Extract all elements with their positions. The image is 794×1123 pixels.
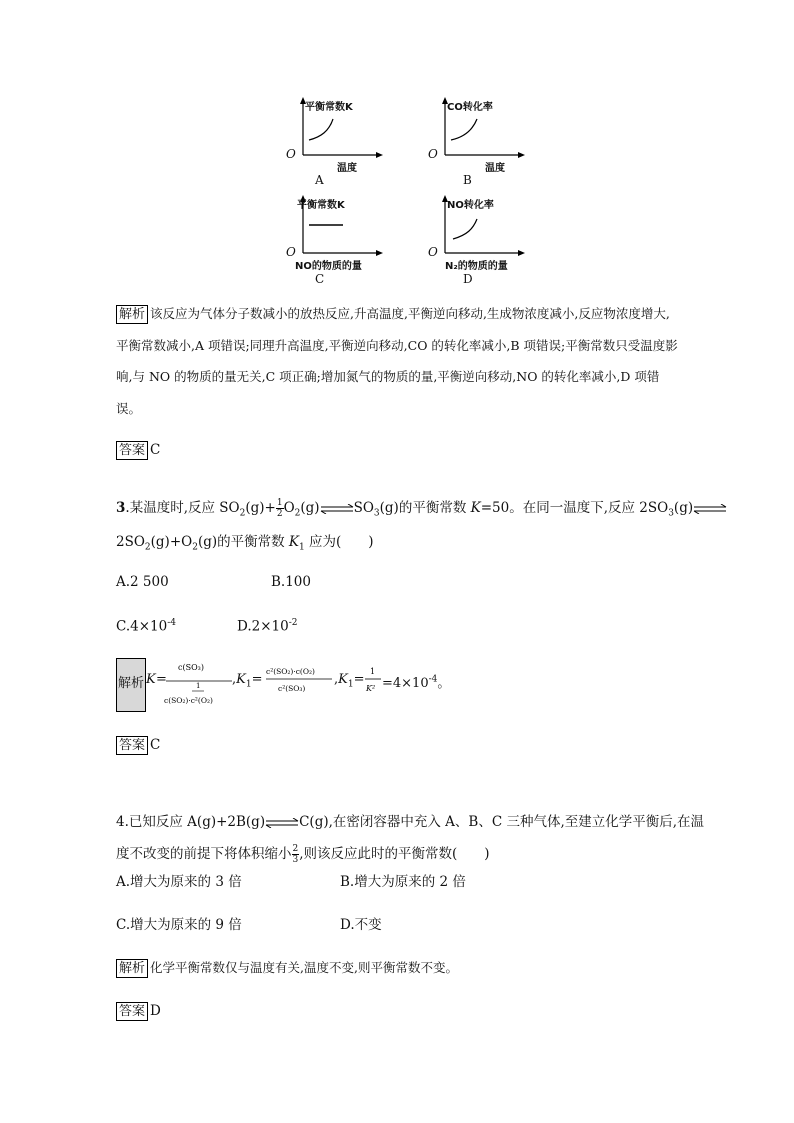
q3-stem-c: O bbox=[283, 500, 295, 516]
graph-a-curve bbox=[309, 119, 333, 140]
q3-stem-line2: $2SO_2(g)+O_2(g)$的平衡常数 $K_1$ 应为( ) bbox=[116, 534, 374, 553]
q2-answer bbox=[116, 441, 160, 460]
q4-option-d: D.不变 bbox=[340, 917, 382, 933]
q3-line2-a: 2SO bbox=[116, 534, 145, 550]
q4-option-a: A.增大为原来的 3 倍 bbox=[116, 874, 242, 890]
graph-c bbox=[285, 193, 405, 286]
q3-result: =4×10 bbox=[382, 676, 429, 691]
graph-b-curve bbox=[451, 119, 477, 140]
q3-line2-f: 应为( ) bbox=[304, 534, 374, 550]
q2-jiexi-tag: 解析 bbox=[116, 305, 148, 324]
svg-text:K²: K² bbox=[366, 684, 376, 693]
graph-d-xlabel: N₂的物质的量 bbox=[445, 261, 508, 272]
q2-daan: C bbox=[150, 442, 161, 458]
equilibrium-arrow-icon bbox=[693, 504, 727, 514]
q3-option-c: $C.4\times 10^{-4}$ bbox=[116, 618, 176, 635]
q3-half-fraction: $\frac{1}{2}$ bbox=[276, 498, 283, 519]
q4-answer bbox=[116, 1002, 161, 1021]
q3-daan: C bbox=[150, 737, 161, 753]
q4-stem1b: C(g),在密闭容器中充入 A、B、C 三种气体,至建立化学平衡后,在温 bbox=[299, 814, 705, 830]
q4-two-thirds-fraction: $\frac{2}{3}$ bbox=[292, 844, 299, 865]
q4-jiexi-text: 化学平衡常数仅与温度有关,温度不变,则平衡常数不变。 bbox=[150, 960, 458, 975]
q3-option-a: A.2 500 bbox=[116, 574, 169, 590]
q2-daan-tag: 答案 bbox=[116, 441, 148, 460]
graph-d bbox=[427, 193, 547, 286]
graph-b-xlabel: 温度 bbox=[485, 163, 505, 174]
q3-stem-a: .某温度时,反应 SO bbox=[125, 500, 240, 516]
graph-d-curve bbox=[453, 219, 477, 239]
q3-stem-f: (g)的平衡常数 bbox=[379, 500, 471, 516]
q3-line2-k: K bbox=[288, 534, 299, 550]
q3-k1-fraction bbox=[264, 660, 336, 700]
graph-d-ylabel: NO转化率 bbox=[447, 200, 494, 211]
q3-stem-e: SO bbox=[353, 500, 374, 516]
graph-b-letter: B bbox=[463, 173, 472, 187]
graph-b bbox=[427, 95, 547, 187]
q3-stem-line1: 3.某温度时,反应 $SO_2(g)+$ $\frac{1}{2}$ $O_2(g)$ $SO_3(g)$的平衡常数 K=50。在同一温度下,反应 $2SO_3(g)$ bbox=[116, 496, 727, 519]
q3-option-d: $D.2\times 10^{-2}$ bbox=[237, 618, 298, 635]
q4-stem2b: ,则该反应此时的平衡常数( ) bbox=[299, 846, 490, 862]
q3-stem-i: (g) bbox=[673, 500, 694, 516]
graph-a-letter: A bbox=[315, 173, 324, 187]
svg-text:1: 1 bbox=[196, 682, 201, 690]
q4-stem-line2 bbox=[116, 842, 490, 865]
q3-number: 3 bbox=[116, 500, 126, 516]
graph-c-xlabel: NO的物质的量 bbox=[295, 261, 362, 272]
graph-d-origin: O bbox=[428, 245, 438, 259]
q2-explanation bbox=[116, 298, 682, 424]
graph-d-letter: D bbox=[463, 272, 473, 286]
svg-text:c²(SO₂)·c(O₂): c²(SO₂)·c(O₂) bbox=[266, 667, 315, 676]
svg-text:c(SO₃): c(SO₃) bbox=[178, 663, 204, 672]
graph-a-origin: O bbox=[286, 147, 296, 161]
graph-a-xlabel: 温度 bbox=[337, 163, 357, 174]
q4-stem-line1 bbox=[116, 810, 704, 830]
graph-c-origin: O bbox=[286, 245, 296, 259]
q3-line2-b: (g)+O bbox=[150, 534, 193, 550]
q3-answer bbox=[116, 736, 160, 755]
q3-stem-k: K bbox=[470, 500, 481, 516]
q3-option-b: B.100 bbox=[271, 574, 311, 590]
equilibrium-arrow-icon bbox=[320, 504, 354, 514]
graph-a-ylabel: 平衡常数K bbox=[305, 102, 353, 113]
q3-inverse-fraction bbox=[364, 660, 384, 700]
q4-stem2a: 度不改变的前提下将体积缩小 bbox=[116, 846, 292, 862]
q3-k-fraction bbox=[164, 660, 234, 710]
q4-daan-tag: 答案 bbox=[116, 1002, 148, 1021]
svg-text:c(SO₂)·c²(O₂): c(SO₂)·c²(O₂) bbox=[164, 696, 213, 705]
q4-daan: D bbox=[150, 1003, 161, 1019]
q3-stem-h: =50。在同一温度下,反应 2SO bbox=[480, 500, 669, 516]
q3-line2-sub: 1 bbox=[299, 542, 305, 553]
q3-line2-c: (g)的平衡常数 bbox=[197, 534, 289, 550]
q3-stem-b: (g)+ bbox=[245, 500, 276, 516]
graph-b-origin: O bbox=[428, 147, 438, 161]
svg-text:1: 1 bbox=[370, 667, 376, 676]
q4-jiexi-tag: 解析 bbox=[116, 959, 148, 978]
graph-c-letter: C bbox=[315, 272, 325, 286]
q4-explanation bbox=[116, 958, 458, 978]
graph-c-ylabel: 平衡常数K bbox=[297, 200, 345, 211]
q3-daan-tag: 答案 bbox=[116, 736, 148, 755]
svg-text:c²(SO₃): c²(SO₃) bbox=[278, 684, 306, 693]
q4-stem1: 4.已知反应 A(g)+2B(g) bbox=[116, 814, 266, 830]
q3-jiexi-tag: 解析 bbox=[118, 676, 145, 691]
q3-stem-d: (g) bbox=[300, 500, 320, 516]
q2-jiexi-text: 该反应为气体分子数减小的放热反应,升高温度,平衡逆向移动,生成物浓度减小,反应物浓度增大,平衡常数减小,A 项错误;同理升高温度,平衡逆向移动,CO 的转化率减小,B 项错误;平衡常数只受温度影响,与 NO 的物质的量无关,C 项正确;增加氮气的物质的量,平衡逆向移动,NO 的转化率减小,D 项错误。 bbox=[116, 306, 678, 416]
graph-a bbox=[285, 95, 405, 187]
q4-option-c: C.增大为原来的 9 倍 bbox=[116, 917, 242, 933]
graph-b-ylabel: CO转化率 bbox=[447, 102, 493, 113]
equilibrium-arrow-icon bbox=[265, 818, 299, 828]
q4-option-b: B.增大为原来的 2 倍 bbox=[340, 874, 466, 890]
